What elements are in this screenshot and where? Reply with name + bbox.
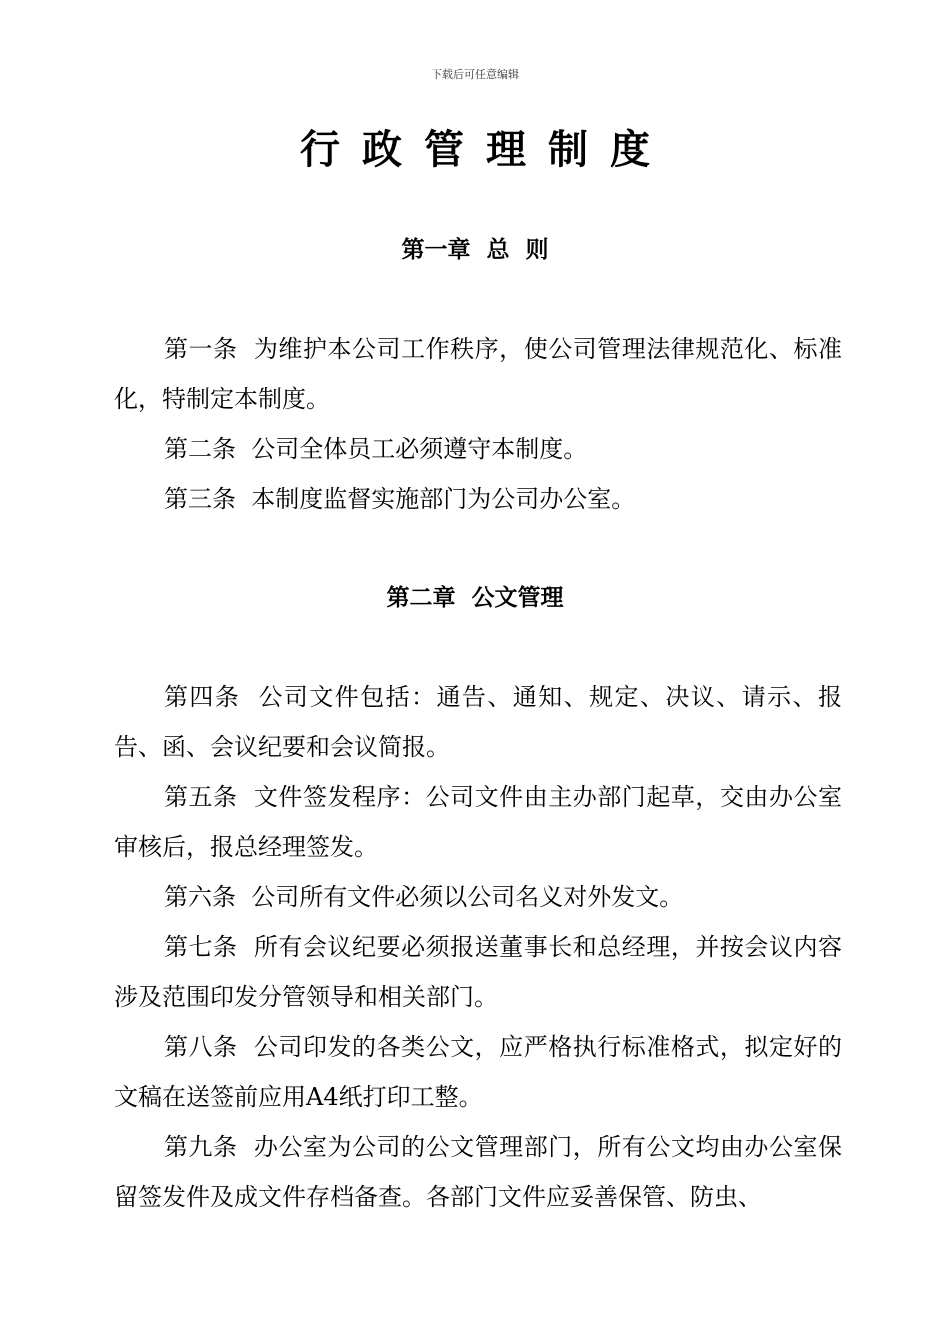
article-number: 第七条: [164, 933, 238, 961]
article: [114, 1122, 842, 1222]
article: [114, 324, 842, 424]
article-number: 第四条: [164, 683, 241, 711]
article-text: 公司所有文件必须以公司名义对外发文。: [251, 883, 684, 911]
header-note: 下载后可任意编辑: [431, 68, 519, 81]
article-number: 第九条: [164, 1133, 238, 1161]
chapter-body: [114, 324, 842, 524]
article-text: 办公室为公司的公文管理部门，所有公文均由办公室保留签发件及成文件存档备查。各部门文件应妥善保管、防虫、: [114, 1133, 843, 1211]
article-number: 第三条: [164, 485, 236, 513]
article: [114, 672, 842, 772]
article-number: 第一条: [164, 335, 238, 363]
article: [114, 424, 842, 474]
article-text: 文件签发程序：公司文件由主办部门起草，交由办公室审核后，报总经理签发。: [114, 783, 843, 861]
article-text: 公司文件包括：通告、通知、规定、决议、请示、报告、函、会议纪要和会议简报。: [114, 683, 843, 761]
document-title: 行政管理制度: [300, 127, 672, 173]
article: [114, 1022, 842, 1122]
article-text: 公司印发的各类公文，应严格执行标准格式，拟定好的文稿在送签前应用A4纸打印工整。: [114, 1033, 843, 1111]
article-number: 第二条: [164, 435, 236, 463]
article-number: 第五条: [164, 783, 238, 811]
article-text: 本制度监督实施部门为公司办公室。: [251, 485, 636, 513]
article-text: 所有会议纪要必须报送董事长和总经理，并按会议内容涉及范围印发分管领导和相关部门。: [114, 933, 843, 1011]
article: [114, 922, 842, 1022]
article-text: 公司全体员工必须遵守本制度。: [251, 435, 588, 463]
chapter-heading: 第二章 公文管理: [386, 585, 564, 611]
article-number: 第八条: [164, 1033, 238, 1061]
article: [114, 474, 842, 524]
chapter-body: [114, 672, 842, 1222]
article-number: 第六条: [164, 883, 236, 911]
article: [114, 872, 842, 922]
article: [114, 772, 842, 872]
chapter-heading: 第一章 总 则: [401, 237, 549, 263]
article-text: 为维护本公司工作秩序，使公司管理法律规范化、标准化，特制定本制度。: [114, 335, 843, 413]
